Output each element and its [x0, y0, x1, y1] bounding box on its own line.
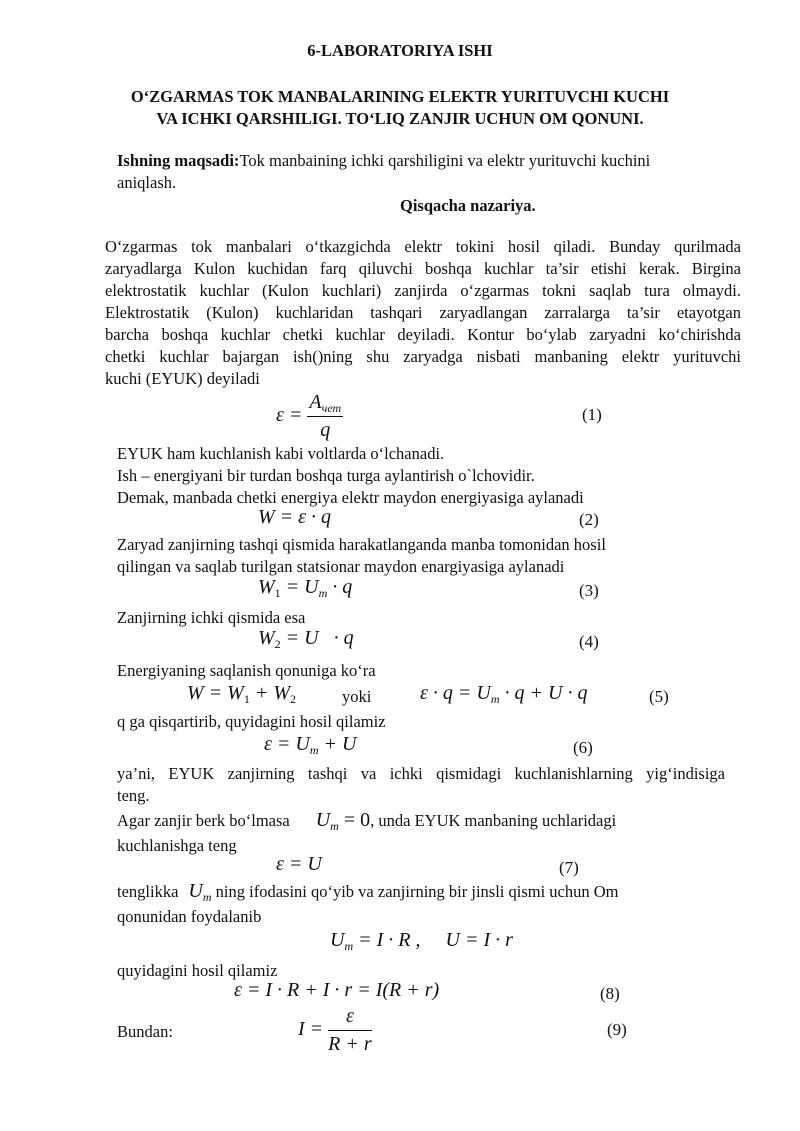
aim-line1 [117, 150, 650, 172]
eq5-connector: yoki [342, 687, 372, 706]
ohm-relations: $U_m = I \cdot R$ , U = I · r [330, 929, 513, 953]
eq-number-9: (9) [607, 1020, 627, 1039]
text-line: q ga qisqartirib, quyidagini hosil qilamiz [117, 712, 386, 731]
intro-line: kuchi (EYUK) deyiladi [105, 369, 260, 388]
eq9-fraction [328, 1005, 372, 1056]
text-line: kuchlanishga teng [117, 836, 237, 855]
aim-line2: aniqlash. [117, 173, 177, 192]
aim-text: Tok manbaining ichki qarshiligini va elektr yurituvchi kuchini [239, 151, 651, 170]
equation-8: ε = I · R + I · r = I(R + r) [234, 979, 440, 1001]
eq1-lhs: ε = [276, 404, 303, 427]
lab-title: 6-LABORATORIYA ISHI [307, 41, 493, 60]
text-line: Zanjirning ichki qismida esa [117, 608, 306, 627]
equation-6: $\varepsilon = U_m + U$ [264, 733, 357, 757]
equation-3: $W_1 = U_m \cdot q$ [258, 576, 353, 600]
eq-number-8: (8) [600, 984, 620, 1003]
intro-line: chetki kuchlar bajargan ish()ning shu zaryadga nisbati manbaning elektr yurituvchi [105, 347, 741, 366]
text-line: EYUK ham kuchlanish kabi voltlarda o‘lchanadi. [117, 444, 445, 463]
open-circuit-line: Agar zanjir berk bo‘lmasa $U_m = 0$, unda EYUK manbaning uchlaridagi [117, 809, 617, 833]
substitution-line: tenglikka $U_m$ ning ifodasini qo‘yib va zanjirning bir jinsli qismi uchun Om [117, 880, 619, 904]
eq-number-3: (3) [579, 581, 599, 600]
intro-line: zaryadlarga Kulon kuchidan farq qiluvchi boshqa kuchlar ta’sir etishi kerak. Birgina [105, 259, 741, 278]
intro-line: Elektrostatik (Kulon) kuchlaridan tashqari zaryadlangan zarralarga ta’sir etayotgan [105, 303, 741, 322]
text-line: quyidagini hosil qilamiz [117, 961, 278, 980]
text-line: ya’ni, EYUK zanjirning tashqi va ichki qismidagi kuchlanishlarning yig‘indisiga [117, 764, 725, 783]
eq-number-6: (6) [573, 738, 593, 757]
text-line: Ish – energiyani bir turdan boshqa turga aylantirish o`lchovidir. [117, 466, 535, 485]
text-line: Zaryad zanjirning tashqi qismida harakatlanganda manba tomonidan hosil [117, 535, 606, 554]
equation-9 [298, 1005, 372, 1056]
equation-5-left: $W = W_1 + W_2$ [187, 682, 296, 706]
eq1-fraction [307, 391, 343, 442]
text-line: teng. [117, 786, 150, 805]
equation-2: W = ε · q [258, 506, 332, 528]
eq-number-4: (4) [579, 632, 599, 651]
eq1-denominator: q [320, 419, 331, 441]
eq-number-2: (2) [579, 510, 599, 529]
aim-label: Ishning maqsadi: [117, 151, 240, 170]
equation-7: ε = U [276, 853, 322, 875]
eq-number-7: (7) [559, 858, 579, 877]
text-line: qilingan va saqlab turilgan statsionar maydon enargiyasiga aylanadi [117, 557, 565, 576]
equation-1 [276, 391, 343, 442]
intro-line: barcha boshqa kuchlar chetki kuchlar deyiladi. Kontur bo‘ylab zaryadni ko‘chirishda [105, 325, 741, 344]
text-line: Energiyaning saqlanish qonuniga ko‘ra [117, 661, 376, 680]
conclusion-label: Bundan: [117, 1022, 173, 1041]
intro-line: O‘zgarmas tok manbalari o‘tkazgichda elektr tokini hosil qiladi. Bunday qurilmada [105, 237, 741, 256]
equation-4: $W_2 = U \cdot q$ [258, 627, 354, 651]
eq-number-1: (1) [582, 405, 602, 424]
text-line: qonunidan foydalanib [117, 907, 262, 926]
equation-5-right: $\varepsilon \cdot q = U_m \cdot q + U \cdot q$ [420, 682, 588, 706]
eq9-denominator: R + r [328, 1033, 372, 1055]
eq9-numerator: ε [328, 1005, 372, 1031]
eq9-lhs: I = [298, 1018, 324, 1041]
eq1-numerator: $A_{чет}$ [309, 391, 342, 415]
intro-line: elektrostatik kuchlar (Kulon kuchlari) zanjirda o‘zgarmas tokni saqlab tura olmaydi. [105, 281, 741, 300]
text-line: Demak, manbada chetki energiya elektr maydon energiyasiga aylanadi [117, 488, 584, 507]
topic-title-line1: O‘ZGARMAS TOK MANBALARINING ELEKTR YURITUVCHI KUCHI [130, 87, 670, 106]
eq-number-5: (5) [649, 687, 669, 706]
section-title: Qisqacha nazariya. [400, 196, 536, 215]
topic-title-line2: VA ICHKI QARSHILIGI. TO‘LIQ ZANJIR UCHUN OM QONUNI. [156, 109, 644, 128]
